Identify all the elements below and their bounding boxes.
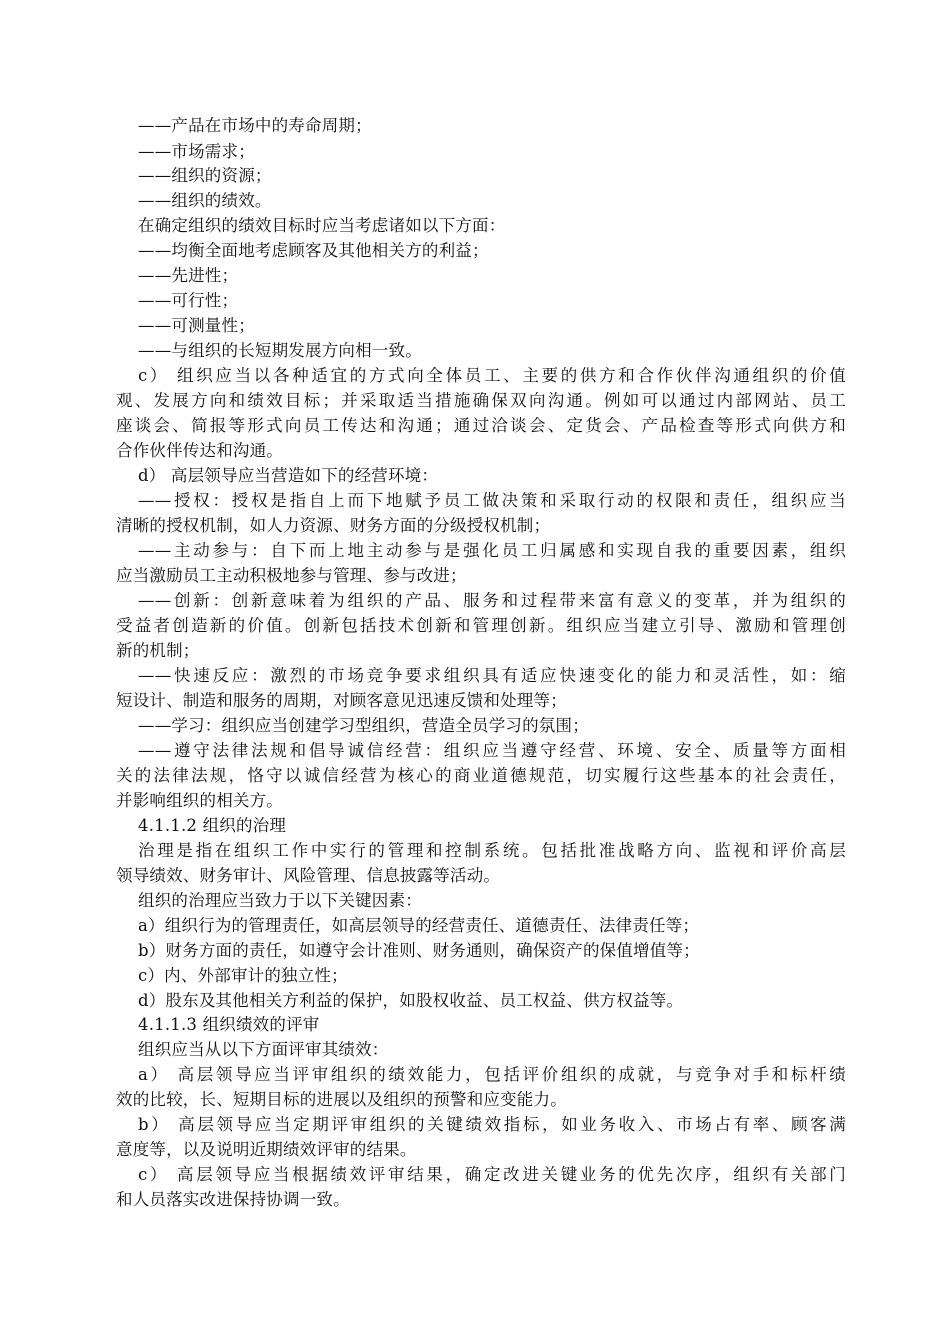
text-line: 受益者创造新的价值。创新包括技术创新和管理创新。组织应当建立引导、激励和管理创 <box>116 616 846 635</box>
text-line: b）财务方面的责任，如遵守会计准则、财务通则，确保资产的保值增值等； <box>138 941 700 960</box>
text-line: 效的比较，长、短期目标的进展以及组织的预警和应变能力。 <box>116 1090 567 1109</box>
text-line: 观、发展方向和绩效目标；并采取适当措施确保双向沟通。例如可以通过内部网站、员工 <box>116 391 846 410</box>
text-line: 组织应当从以下方面评审其绩效： <box>138 1040 389 1059</box>
text-line: 在确定组织的绩效目标时应当考虑诸如以下方面： <box>138 216 506 235</box>
text-line: ——均衡全面地考虑顾客及其他相关方的利益； <box>138 241 489 260</box>
text-line: ——可行性； <box>138 291 239 310</box>
text-line: 应当激励员工主动积极地参与管理、参与改进； <box>116 566 467 585</box>
text-line: c）内、外部审计的独立性； <box>138 966 348 985</box>
text-line: d） 高层领导应当营造如下的经营环境： <box>138 466 439 485</box>
text-line: 清晰的授权机制，如人力资源、财务方面的分级授权机制； <box>116 516 551 535</box>
text-line: ——与组织的长短期发展方向相一致。 <box>138 341 422 360</box>
text-line: 和人员落实改进保持协调一致。 <box>116 1190 350 1209</box>
text-line: 组织的治理应当致力于以下关键因素： <box>138 891 422 910</box>
text-line: ——市场需求； <box>138 142 255 161</box>
text-line: a） 高层领导应当评审组织的绩效能力，包括评价组织的成就，与竞争对手和标杆绩 <box>138 1065 846 1084</box>
text-line: ——创新：创新意味着为组织的产品、服务和过程带来富有意义的变革，并为组织的 <box>138 591 846 610</box>
text-line: ——快速反应：激烈的市场竞争要求组织具有适应快速变化的能力和灵活性，如：缩 <box>138 666 846 685</box>
text-line: 并影响组织的相关方。 <box>116 791 283 810</box>
text-line: b） 高层领导应当定期评审组织的关键绩效指标，如业务收入、市场占有率、顾客满 <box>138 1115 846 1134</box>
text-line: c） 组织应当以各种适宜的方式向全体员工、主要的供方和合作伙伴沟通组织的价值 <box>138 366 846 385</box>
section-heading: 4.1.1.3 组织绩效的评审 <box>138 1015 320 1034</box>
text-line: 领导绩效、财务审计、风险管理、信息披露等活动。 <box>116 866 501 885</box>
text-line: ——组织的资源； <box>138 166 272 185</box>
text-line: 合作伙伴传达和沟通。 <box>116 441 283 460</box>
text-line: 意度等，以及说明近期绩效评审的结果。 <box>116 1140 417 1159</box>
text-line: d）股东及其他相关方利益的保护，如股权收益、员工权益、供方权益等。 <box>138 991 684 1010</box>
text-line: ——授权：授权是指自上而下地赋予员工做决策和采取行动的权限和责任，组织应当 <box>138 491 846 510</box>
text-line: ——主动参与：自下而上地主动参与是强化员工归属感和实现自我的重要因素，组织 <box>138 541 846 560</box>
text-line: ——学习：组织应当创建学习型组织，营造全员学习的氛围； <box>138 716 589 735</box>
text-line: ——遵守法律法规和倡导诚信经营：组织应当遵守经营、环境、安全、质量等方面相 <box>138 741 846 760</box>
text-line: 座谈会、简报等形式向员工传达和沟通；通过洽谈会、定货会、产品检查等形式向供方和 <box>116 416 846 435</box>
text-line: ——产品在市场中的寿命周期； <box>138 116 372 135</box>
text-line: 治理是指在组织工作中实行的管理和控制系统。包括批准战略方向、监视和评价高层 <box>138 841 846 860</box>
text-line: 新的机制； <box>116 641 200 660</box>
text-line: ——可测量性； <box>138 316 255 335</box>
text-line: ——组织的绩效。 <box>138 191 272 210</box>
text-line: ——先进性； <box>138 266 239 285</box>
section-heading: 4.1.1.2 组织的治理 <box>138 816 287 835</box>
text-line: c） 高层领导应当根据绩效评审结果，确定改进关键业务的优先次序，组织有关部门 <box>138 1165 846 1184</box>
text-line: 关的法律法规，恪守以诚信经营为核心的商业道德规范，切实履行这些基本的社会责任， <box>116 766 846 785</box>
text-line: a）组织行为的管理责任，如高层领导的经营责任、道德责任、法律责任等； <box>138 916 700 935</box>
text-line: 短设计、制造和服务的周期，对顾客意见迅速反馈和处理等； <box>116 691 567 710</box>
